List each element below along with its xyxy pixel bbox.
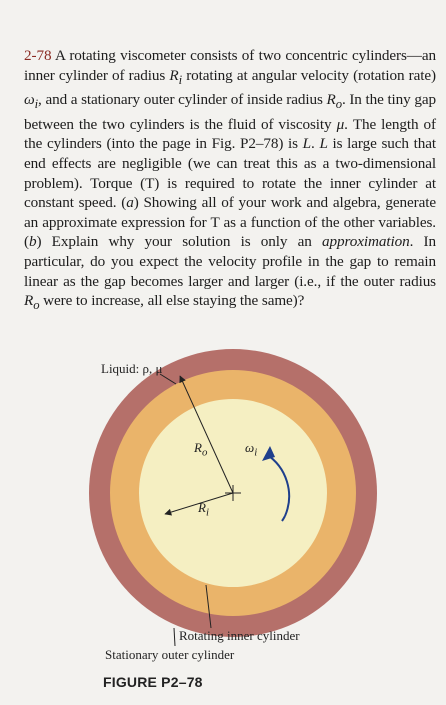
subscript-i: i bbox=[178, 72, 182, 87]
symbol-r: R bbox=[326, 91, 336, 109]
ri-label-sub: i bbox=[205, 506, 209, 519]
omega-label bbox=[245, 440, 257, 459]
problem-text: ) Explain why your solution is only an bbox=[36, 233, 323, 251]
symbol-l: L bbox=[302, 135, 312, 153]
subscript-i: i bbox=[34, 97, 39, 112]
problem-text: . The length of the cylinders (into the page in Fig. P2–78) is bbox=[24, 115, 436, 153]
rotating-inner-cylinder-label: Rotating inner cylinder bbox=[179, 628, 300, 643]
subscript-o: o bbox=[335, 97, 342, 112]
symbol-r: R bbox=[24, 292, 34, 310]
omega-label-sub: i bbox=[254, 446, 258, 459]
part-a: a bbox=[126, 194, 134, 212]
ro-label-symbol: R bbox=[194, 440, 202, 455]
liquid-label: Liquid: ρ, μ bbox=[101, 361, 163, 376]
problem-text: , and a stationary outer cylinder of inside radius bbox=[38, 91, 327, 109]
problem-text: were to increase, all else staying the same)? bbox=[39, 292, 305, 310]
ri-label bbox=[198, 500, 209, 519]
symbol-r: R bbox=[169, 66, 179, 84]
problem-number: 2-78 bbox=[24, 47, 52, 64]
problem-text: . bbox=[311, 135, 320, 153]
subscript-o: o bbox=[33, 298, 40, 313]
omega-label-symbol: ω bbox=[245, 440, 255, 455]
symbol-omega: ω bbox=[24, 91, 35, 109]
problem-text: A rotating viscometer consists of two concentric cylinders—an inner cylinder of radius bbox=[24, 47, 436, 84]
problem-text: ) Showing all of your work and algebra, generate an approximate expression for T as a function of the other variables. ( bbox=[24, 194, 436, 251]
problem-text: . In particular, do you expect the velocity profile in the gap to remain linear as the gap becomes larger and larger (i.e., if the outer radius bbox=[24, 233, 436, 290]
ro-label-sub: o bbox=[201, 446, 208, 459]
symbol-l: L bbox=[319, 135, 328, 153]
symbol-mu: μ bbox=[336, 115, 345, 133]
problem-text: is large such that end effects are negligible (we can treat this as a two-dimensional problem). Torque (T) is required to rotate the inner cylinder at constant speed. ( bbox=[24, 135, 437, 212]
ro-label bbox=[194, 440, 207, 459]
ri-label-symbol: R bbox=[198, 500, 206, 515]
approximation-word: approximation bbox=[322, 233, 410, 251]
problem-text: rotating at angular velocity (rotation rate) bbox=[182, 66, 436, 84]
problem-text: . In the tiny gap between the two cylinders is the fluid of viscosity bbox=[24, 91, 436, 133]
figure-caption: FIGURE P2–78 bbox=[103, 674, 203, 690]
stationary-outer-cylinder-label: Stationary outer cylinder bbox=[105, 647, 235, 662]
part-b: b bbox=[28, 233, 37, 251]
stationary-leader-line bbox=[174, 628, 175, 646]
